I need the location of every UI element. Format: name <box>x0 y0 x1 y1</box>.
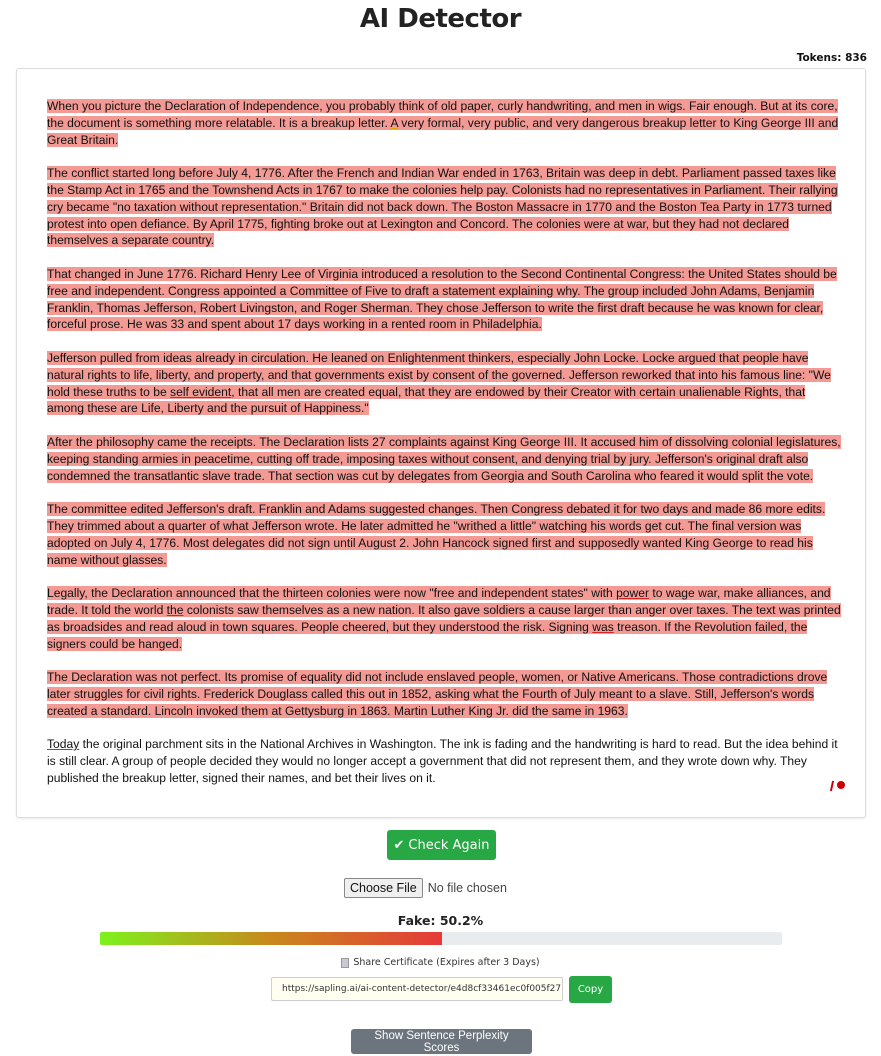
paragraph-8 <box>47 669 842 719</box>
page-title: AI Detector <box>359 4 522 34</box>
file-upload <box>344 877 507 899</box>
share-label: Share Certificate (Expires after 3 Days) <box>353 957 540 968</box>
text-segment: colonists saw themselves as a new nation. It also gave soldiers a cause larger than anger over taxes. The text was printed as broadsides and read aloud in town squares. People cheered, but they understood the risk. Signing <box>47 602 841 634</box>
text-segment: Jefferson pulled from ideas already in circulation. He leaned on Enlightenment thinkers, especially John Locke. Locke argued that people have natural rights to life, liberty, and property, and that governments exist by consent of the governed. Jefferson reworked that into his famous line: "We hold these truths to be <box>47 350 831 399</box>
paragraph-6 <box>47 501 842 568</box>
text-segment: , that all men are created equal, that they are endowed by their Creator with certain unalienable Rights, that among these are Life, Liberty and the pursuit of Happiness." <box>47 384 806 416</box>
ai-highlight <box>47 586 841 650</box>
paragraph-5 <box>47 434 842 484</box>
copy-button[interactable]: Copy <box>569 976 612 1003</box>
spelling-flag[interactable]: power <box>616 586 650 601</box>
certificate-icon <box>341 958 349 968</box>
share-certificate[interactable] <box>0 957 881 968</box>
spelling-flag[interactable]: the <box>166 602 184 617</box>
paragraph-3 <box>47 266 842 333</box>
ai-highlight: After the philosophy came the receipts. The Declaration lists 27 complaints against King George III. It accused him of dissolving colonial legislatures, keeping standing armies in peacetime, cutting off trade, imposing taxes without consent, and denying trial by jury. Jefferson's original draft also condemned the transatlantic slave trade. That section was cut by delegates from Georgia and South Carolina who feared it would split the vote. <box>47 434 841 483</box>
grammar-flag[interactable]: A <box>390 115 398 130</box>
fake-score: Fake: 50.2% <box>397 913 484 928</box>
ai-highlight <box>47 99 838 147</box>
text-segment: the original parchment sits in the National Archives in Washington. The ink is fading and the handwriting is hard to read. But the idea behind it is still clear. A group of people decided they would no longer accept a government that did not represent them, and they wrote down why. They published the breakup letter, signed their names, and bet their lives on it. <box>47 737 838 785</box>
text-segment: treason. If the Revolution failed, the signers could be hanged. <box>47 619 808 651</box>
ai-highlight <box>47 351 831 415</box>
spelling-flag[interactable]: was <box>592 619 614 634</box>
check-icon: ✔ <box>393 837 405 853</box>
text-editor[interactable] <box>16 68 866 818</box>
text-segment: very formal, very public, and very dangerous breakup letter to King George III and Great Britain. <box>47 115 839 147</box>
choose-file-button[interactable]: Choose File <box>344 878 423 898</box>
ai-highlight: That changed in June 1776. Richard Henry Lee of Virginia introduced a resolution to the Second Continental Congress: the United States should be free and independent. Congress appointed a Committee of Five to draft a statement explaining why. The group included John Adams, Benjamin Franklin, Thomas Jefferson, Robert Livingston, and Roger Sherman. They chose Jefferson to write the first draft because he was known for clear, forceful prose. He was 33 and spent about 17 days working in a rented room in Philadelphia. <box>47 266 837 332</box>
paragraph-1 <box>47 98 842 148</box>
spelling-flag[interactable]: self evident <box>170 384 232 399</box>
fake-score-fill <box>100 932 442 945</box>
ai-highlight: The Declaration was not perfect. Its promise of equality did not include enslaved people, women, or Native Americans. Those contradictions drove later struggles for civil rights. Frederick Douglass called this out in 1852, asking what the Fourth of July meant to a slave. Still, Jefferson's words created a standard. Lincoln invoked them at Gettysburg in 1863. Martin Luther King Jr. did the same in 1963. <box>47 670 828 718</box>
paragraph-9 <box>47 736 842 786</box>
grammar-mark <box>830 781 834 791</box>
text-segment: Legally, the Declaration announced that the thirteen colonies were now "free and independent states" with <box>47 586 617 601</box>
show-perplexity-button[interactable]: Show Sentence Perplexity Scores <box>351 1029 532 1054</box>
ai-highlight: The committee edited Jefferson's draft. Franklin and Adams suggested changes. Then Congress debated it for two days and made 86 more edits. They trimmed about a quarter of what Jefferson wrote. He later admitted he "writhed a little" watching his words get cut. The final version was adopted on July 4, 1776. Most delegates did not sign until August 2. John Hancock signed first and supposedly wanted King George to read his name without glasses. <box>47 502 826 567</box>
spelling-flag[interactable]: Today <box>47 737 80 752</box>
paragraph-2 <box>47 165 842 249</box>
file-status: No file chosen <box>427 881 507 895</box>
grammar-checker-icon[interactable] <box>831 780 845 792</box>
token-count: Tokens: 836 <box>796 52 867 64</box>
check-again-label: Check Again <box>408 837 490 853</box>
editor-text[interactable] <box>47 98 842 803</box>
check-again-button[interactable] <box>387 830 496 860</box>
grammar-dot <box>837 781 845 789</box>
ai-highlight: The conflict started long before July 4, 1776. After the French and Indian War ended in 1763, Britain was deep in debt. Parliament passed taxes like the Stamp Act in 1765 and the Townshend Acts in 1767 to make the colonies help pay. Colonists had no representatives in Parliament. Their rallying cry became "no taxation without representation." Britain did not back down. The Boston Massacre in 1770 and the Boston Tea Party in 1773 turned protest into open defiance. By April 1775, fighting broke out at Lexington and Concord. The colonies were at war, but they had not declared themselves a separate country. <box>47 166 838 248</box>
paragraph-7 <box>47 585 842 652</box>
text-segment: to wage war, make alliances, and trade. It told the world <box>47 586 831 617</box>
fake-score-bar <box>100 932 782 945</box>
text-segment: When you picture the Declaration of Independence, you probably think of old paper, curly handwriting, and men in wigs. Fair enough. But at its core, the document is something more relatable. It is a breakup letter. <box>47 99 838 130</box>
share-url-input[interactable]: https://sapling.ai/ai-content-detector/e4d8cf33461ec0f005f27 <box>271 977 563 1001</box>
paragraph-4 <box>47 350 842 417</box>
